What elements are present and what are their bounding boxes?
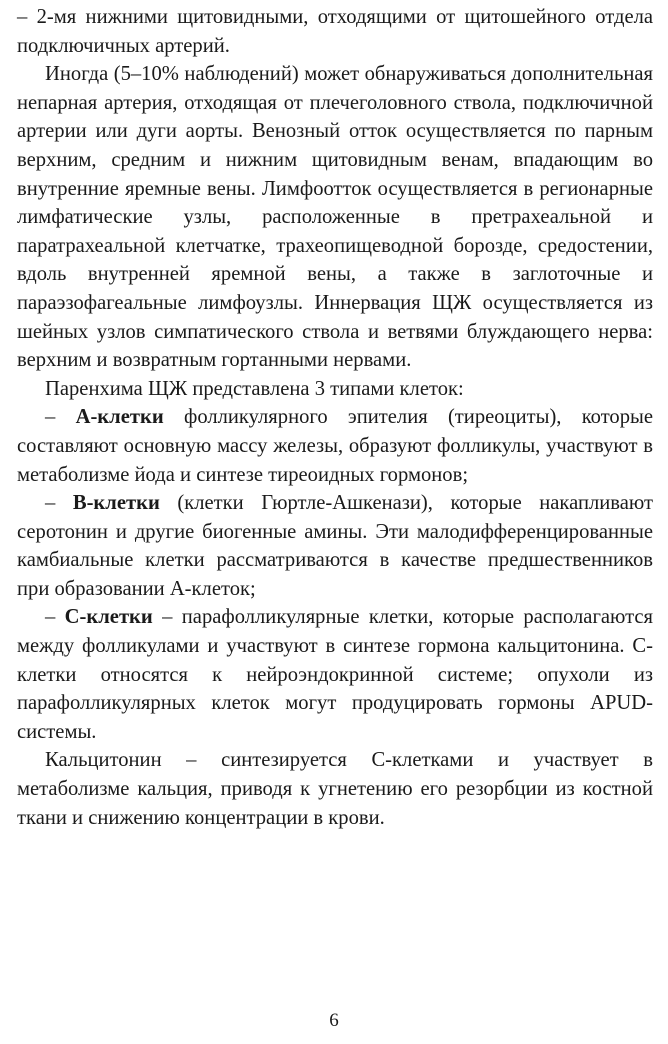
list-item-a-cells [17,403,653,489]
description-b-cells: (клетки Гюртле-Ашкенази), которые накапливают серотонин и другие биогенные амины. Эти малодифференцированные камбиальные клетки рассматриваются в качестве предшественников при образовании А-клеток; [17,492,654,600]
paragraph-inferior-arteries: – 2-мя нижними щитовидными, отходящими от щитошейного отдела подключичных артерий. [17,6,653,57]
page-number: 6 [329,1010,339,1031]
term-a-cells: А-клетки [75,406,164,429]
term-b-cells: В-клетки [72,492,160,515]
page-body [17,3,653,832]
description-c-cells: – парафолликулярные клетки, которые располагаются между фолликулами и участвуют в синтезе гормона кальцитонина. С-клетки относятся к нейроэндокринной системе; опухоли из парафолликулярных клеток могут продуцировать гормоны APUD-системы. [17,606,654,743]
dash: – [45,406,76,429]
description-a-cells: фолликулярного эпителия (тиреоциты), которые составляют основную массу железы, образуют фолликулы, участвуют в метаболизме йода и синтезе тиреоидных гормонов; [17,406,654,486]
paragraph-blood-supply: Иногда (5–10% наблюдений) может обнаруживаться дополнительная непарная артерия, отходящая от плечеголовного ствола, подключичной артерии или дуги аорты. Венозный отток осуществляется по парным верхним, средним и нижним щитовидным венам, впадающим во внутренние яремные вены. Лимфоотток осуществляется в регионарные лимфатические узлы, расположенные в претрахеальной и паратрахеальной клетчатке, трахеопищеводной борозде, средостении, вдоль внутренней яремной вены, а также в заглоточные и параэзофагеальные лимфоузлы. Иннервация ЩЖ осуществляется из шейных узлов симпатического ствола и ветвями блуждающего нерва: верхним и возвратным гортанными нервами. [17,63,653,372]
term-c-cells: С-клетки [64,606,153,629]
list-item-b-cells [17,489,653,603]
paragraph-parenchyma: Паренхима ЩЖ представлена 3 типами клеток: [45,377,464,400]
dash: – [45,492,73,515]
dash: – [45,606,65,629]
paragraph-calcitonin: Кальцитонин – синтезируется С-клетками и участвует в метаболизме кальция, приводя к угнетению его резорбции из костной ткани и снижению концентрации в крови. [17,749,653,829]
list-item-c-cells [17,603,653,746]
